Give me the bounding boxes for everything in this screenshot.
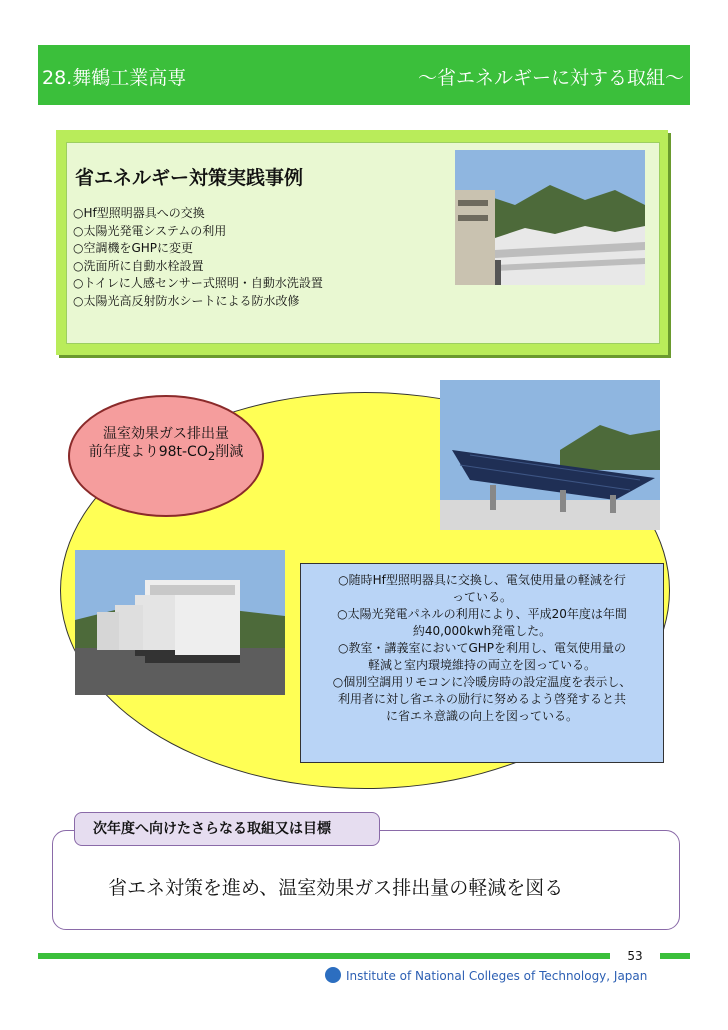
- practice-item: ○太陽光発電システムの利用: [73, 223, 227, 238]
- school-title: 28.舞鶴工業高専: [42, 67, 187, 89]
- measure-line: 利用者に対し省エネの励行に努めるよう啓発すると共: [337, 692, 626, 706]
- measure-line: 約40,000kwh発電した。: [412, 624, 552, 638]
- measure-line: ○太陽光発電パネルの利用により、平成20年度は年間: [337, 607, 627, 621]
- measure-line: に省エネ意識の向上を図っている。: [385, 709, 578, 723]
- solar-panel-photo: [440, 380, 660, 530]
- practice-item: ○Hf型照明器具への交換: [73, 206, 205, 220]
- institute-logo-icon: [325, 967, 341, 983]
- roof-photo: [455, 150, 645, 285]
- reduction-badge: [68, 395, 264, 517]
- measures-text: [309, 572, 655, 725]
- practice-list: [73, 205, 323, 310]
- measure-line: 軽減と室内環境維持の両立を図っている。: [367, 658, 596, 672]
- practice-item: ○トイレに人感センサー式照明・自動水洗設置: [73, 276, 323, 290]
- measure-line: ○随時Hf型照明器具に交換し、電気使用量の軽減を行: [338, 573, 626, 587]
- practice-item: ○空調機をGHPに変更: [73, 241, 194, 255]
- measures-box: [300, 563, 664, 763]
- goal-text: 省エネ対策を進め、温室効果ガス排出量の軽減を図る: [108, 877, 564, 899]
- page-header: [38, 45, 690, 105]
- practice-title: 省エネルギー対策実践事例: [75, 167, 304, 189]
- practice-item: ○洗面所に自動水栓設置: [73, 258, 204, 273]
- section-title: ～省エネルギーに対する取組～: [417, 67, 684, 89]
- reduction-line1: 温室効果ガス排出量: [103, 426, 229, 442]
- footer-line: [38, 953, 690, 959]
- ghp-unit-photo: [75, 550, 285, 695]
- goal-tab: 次年度へ向けたさらなる取組又は目標: [74, 812, 380, 846]
- practice-item: ○太陽光高反射防水シートによる防水改修: [73, 293, 300, 308]
- page-number: 53: [610, 945, 660, 967]
- footer-org: Institute of National Colleges of Technology, Japan: [346, 969, 648, 983]
- measure-line: ○個別空調用リモコンに冷暖房時の設定温度を表示し、: [332, 675, 632, 689]
- reduction-line2: 前年度より$98t-CO_2$削減: [88, 444, 244, 463]
- measure-line: ○教室・講義室においてGHPを利用し、電気使用量の: [337, 641, 627, 655]
- measure-line: っている。: [451, 590, 512, 604]
